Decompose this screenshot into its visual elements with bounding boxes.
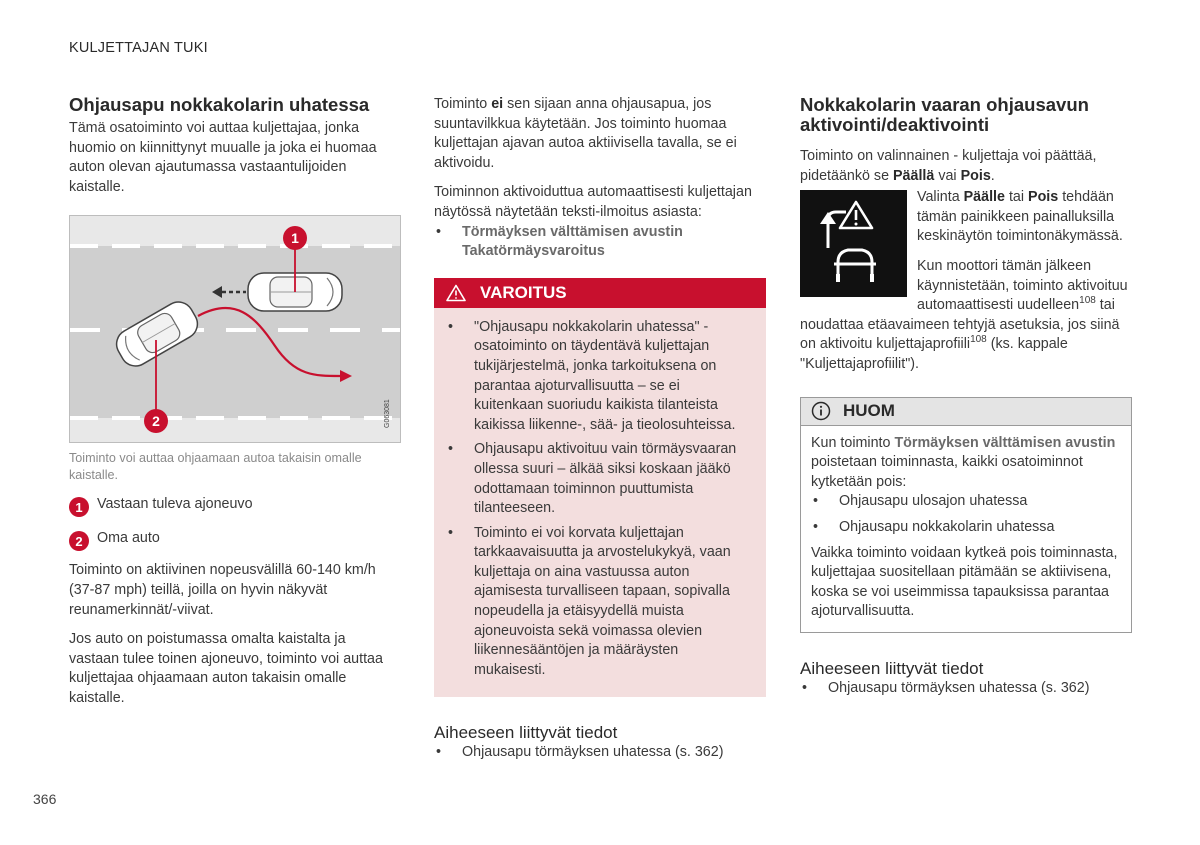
activation-paragraph: Toiminnon aktivoiduttua automaattisesti kuljettajan näytössä näytetään teksti-ilmoitus asiasta: bbox=[434, 184, 752, 220]
list-item: • Toiminto ei voi korvata kuljettajan tarkkaavaisuutta ja arvostelukykyä, vaan kuljettaja on aina vastuussa auton ajamisesta turvalliseen tapaan, sopivalla nopeudella ja etäisyydellä muista ajoneuvoista sekä voimassa olevien liikennesääntöjen ja määräysten mukaisesti. bbox=[446, 524, 752, 681]
legend-number-icon: 2 bbox=[69, 531, 89, 551]
legend-number-icon: 1 bbox=[69, 497, 89, 517]
figure-id: G063081 bbox=[384, 399, 391, 429]
display-message-list bbox=[434, 223, 766, 262]
related-list bbox=[800, 679, 1132, 699]
marker-2-label: 2 bbox=[152, 413, 160, 430]
related-title: Aiheeseen liittyvät tiedot bbox=[800, 658, 984, 678]
optional-paragraph: Toiminto on valinnainen - kuljettaja voi päättää, pidetäänkö se Päällä vai Pois. bbox=[800, 148, 1097, 184]
column-middle bbox=[434, 95, 766, 763]
lane-paragraph: Jos auto on poistumassa omalta kaistalta ja vastaan tulee toinen ajoneuvo, toiminto voi auttaa kuljettajaa ohjaamaan auton takaisin omalle kaistalle. bbox=[69, 631, 383, 706]
related-link[interactable]: • Ohjausapu törmäyksen uhatessa (s. 362) bbox=[800, 679, 1132, 699]
note-title: HUOM bbox=[843, 401, 895, 421]
illustration-figure bbox=[69, 215, 401, 443]
restart-paragraph: Kun moottori tämän jälkeen käynnistetään, toiminto aktivoituu automaattisesti uudelleen$^{108}$ tai noudattaa etäavaimeen tehtyjä asetuksia, jos siinä on aktivoitu kuljettajaprofiili$^{108}$ (ks. kappale "Kuljettajaprofiilit"). bbox=[800, 257, 1128, 372]
warning-header bbox=[434, 278, 766, 308]
list-item: • "Ohjausapu nokkakolarin uhatessa" -osatoiminto on täydentävä kuljettajan tukijärjestelmä, jonka tarkoituksena on parantaa ajoturvallisuutta – se ei kuitenkaan suoriudu kaikista tilanteista kaikissa liikenne-, sää- ja tieolosuhteissa. bbox=[446, 318, 752, 436]
note-list bbox=[811, 492, 1121, 537]
page-number: 366 bbox=[33, 791, 57, 807]
note-header bbox=[801, 398, 1131, 426]
legend-text: Oma auto bbox=[97, 530, 160, 547]
related-list bbox=[434, 743, 766, 763]
note-paragraph: Kun toiminto Törmäyksen välttämisen avustin poistetaan toiminnasta, kaikki osatoiminnot kytketään pois: bbox=[811, 434, 1116, 490]
related-link[interactable]: • Ohjausapu törmäyksen uhatessa (s. 362) bbox=[434, 743, 766, 763]
list-item: • Ohjausapu aktivoituu vain törmäysvaaran ollessa suuri – älkää siksi koskaan jääkö odottamaan toiminnon puuttumista tilanteeseen. bbox=[446, 440, 752, 518]
section-title: Ohjausapu nokkakolarin uhatessa bbox=[69, 94, 370, 115]
section-title: Nokkakolarin vaaran ohjausavun aktivointi/deaktivointi bbox=[800, 94, 1089, 135]
speed-range-paragraph: Toiminto on aktiivinen nopeusvälillä 60-140 km/h (37-87 mph) teillä, joilla on hyvin näkyvät reunamerkinnät/-viivat. bbox=[69, 562, 376, 618]
warning-title: VAROITUS bbox=[480, 282, 567, 302]
list-item: • Törmäyksen välttämisen avustin Takatörmäysvaroitus bbox=[434, 223, 766, 262]
info-circle-icon bbox=[811, 401, 831, 421]
list-item: • Ohjausapu ulosajon uhatessa bbox=[811, 492, 1121, 512]
warning-box bbox=[434, 278, 766, 698]
section-header: KULJETTAJAN TUKI bbox=[69, 40, 208, 56]
legend-item bbox=[69, 495, 399, 517]
collision-avoidance-icon bbox=[800, 190, 907, 297]
turn-signal-paragraph: Toiminto ei sen sijaan anna ohjausapua, jos suuntavilkkua käytetään. Jos toiminto huomaa kuljettajan ajavan autoa aktiivisella tavalla, se ei aktivoidu. bbox=[434, 96, 737, 171]
figure-caption: Toiminto voi auttaa ohjaamaan autoa takaisin omalle kaistalle. bbox=[69, 451, 362, 482]
warning-triangle-icon bbox=[446, 284, 466, 302]
related-title: Aiheeseen liittyvät tiedot bbox=[434, 723, 618, 743]
selection-paragraph: Valinta Päälle tai Pois tehdään tämän painikkeen painalluksilla keskinäytön toimintonäkymässä. bbox=[917, 189, 1123, 245]
column-left bbox=[69, 95, 399, 709]
intro-paragraph: Tämä osatoiminto voi auttaa kuljettajaa, jonka huomio on kiinnittynyt muualle ja joka ei huomaa auton olevan ajautumassa vastaantulijoiden kaistalle. bbox=[69, 120, 377, 195]
road-illustration bbox=[70, 216, 400, 442]
warning-list bbox=[446, 318, 752, 681]
legend-item bbox=[69, 529, 399, 551]
marker-1-label: 1 bbox=[291, 230, 299, 247]
note-box bbox=[800, 397, 1132, 633]
note-recommendation: Vaikka toiminto voidaan kytkeä pois toiminnasta, kuljettajaa suositellaan pitämään se aktiivisena, koska se voi useimmissa tapauksissa parantaa ajoturvallisuutta. bbox=[811, 544, 1118, 620]
list-item: • Ohjausapu nokkakolarin uhatessa bbox=[811, 518, 1121, 538]
column-right bbox=[800, 95, 1132, 698]
legend-text: Vastaan tuleva ajoneuvo bbox=[97, 496, 253, 513]
